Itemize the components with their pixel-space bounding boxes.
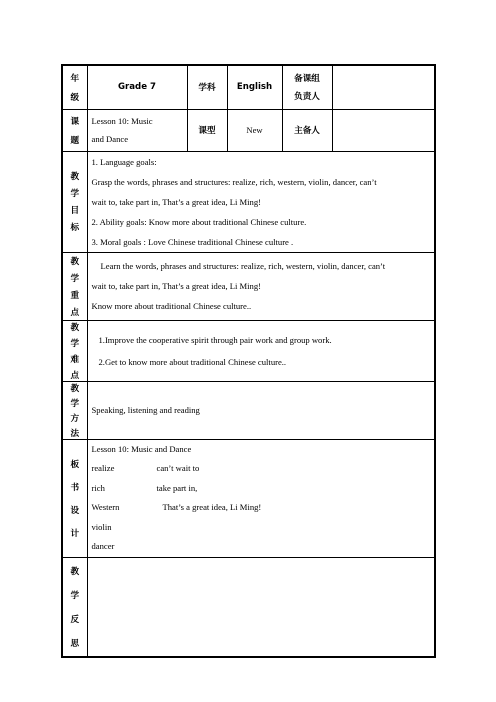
goals-line: 3. Moral goals : Love Chinese traditional Chinese culture . (91, 236, 294, 247)
methods-row (62, 381, 435, 439)
goals-label: 教 学 目 标 (62, 151, 87, 252)
subject-label: 学科 (187, 65, 227, 109)
preparer-value (332, 65, 435, 109)
board-row (62, 439, 435, 557)
lesson-plan-table (61, 64, 436, 658)
type-label: 课型 (187, 109, 227, 151)
topic-value: Lesson 10: Music and Dance (87, 109, 187, 151)
goals-content (87, 151, 435, 252)
key-points-line: Learn the words, phrases and structures: realize, rich, western, violin, dancer, can’t (100, 261, 386, 271)
grade-label: 年 级 (62, 65, 87, 109)
reflection-label: 教 学 反 思 (62, 557, 87, 657)
main-preparer-value (332, 109, 435, 151)
key-points-content (87, 252, 435, 320)
board-row-item: dancer (91, 541, 115, 551)
board-row-item: realize can’t wait to (91, 463, 200, 473)
key-points-label: 教 学 重 点 (62, 252, 87, 320)
goals-line: 2. Ability goals: Know more about traditional Chinese culture. (91, 216, 307, 227)
goals-line: Grasp the words, phrases and structures: realize, rich, western, violin, dancer, can’t (91, 176, 377, 187)
board-row-item: rich take part in, (91, 482, 198, 493)
grade-value: Grade 7 (87, 65, 187, 109)
goals-line: wait to, take part in, That’s a great idea, Li Ming! (91, 196, 262, 207)
preparer-label: 备课组 负责人 (282, 65, 332, 109)
main-preparer-label: 主备人 (282, 109, 332, 151)
methods-content: Speaking, listening and reading (87, 381, 435, 439)
difficult-points-content (87, 320, 435, 381)
difficult-points-row (62, 320, 435, 381)
difficult-points-line: 2.Get to know more about traditional Chinese culture.. (98, 356, 287, 367)
board-content (87, 439, 435, 557)
board-title: Lesson 10: Music and Dance (91, 443, 192, 454)
reflection-row (62, 557, 435, 657)
key-points-line: wait to, take part in, That’s a great idea, Li Ming! (91, 281, 262, 291)
header-row (62, 65, 435, 109)
board-row-item: Western That’s a great idea, Li Ming! (91, 502, 262, 512)
goals-line: 1. Language goals: (91, 156, 157, 167)
methods-label: 教 学 方 法 (62, 381, 87, 439)
topic-label: 课 题 (62, 109, 87, 151)
goals-row (62, 151, 435, 252)
key-points-line: Know more about traditional Chinese culture.. (91, 301, 252, 311)
key-points-row (62, 252, 435, 320)
board-row-item: violin (91, 521, 112, 532)
topic-row (62, 109, 435, 151)
difficult-points-label: 教 学 难 点 (62, 320, 87, 381)
reflection-content (87, 557, 435, 657)
subject-value: English (227, 65, 282, 109)
type-value: New (227, 109, 282, 151)
board-label: 板 书 设 计 (62, 439, 87, 557)
difficult-points-line: 1.Improve the cooperative spirit through pair work and group work. (98, 334, 332, 345)
